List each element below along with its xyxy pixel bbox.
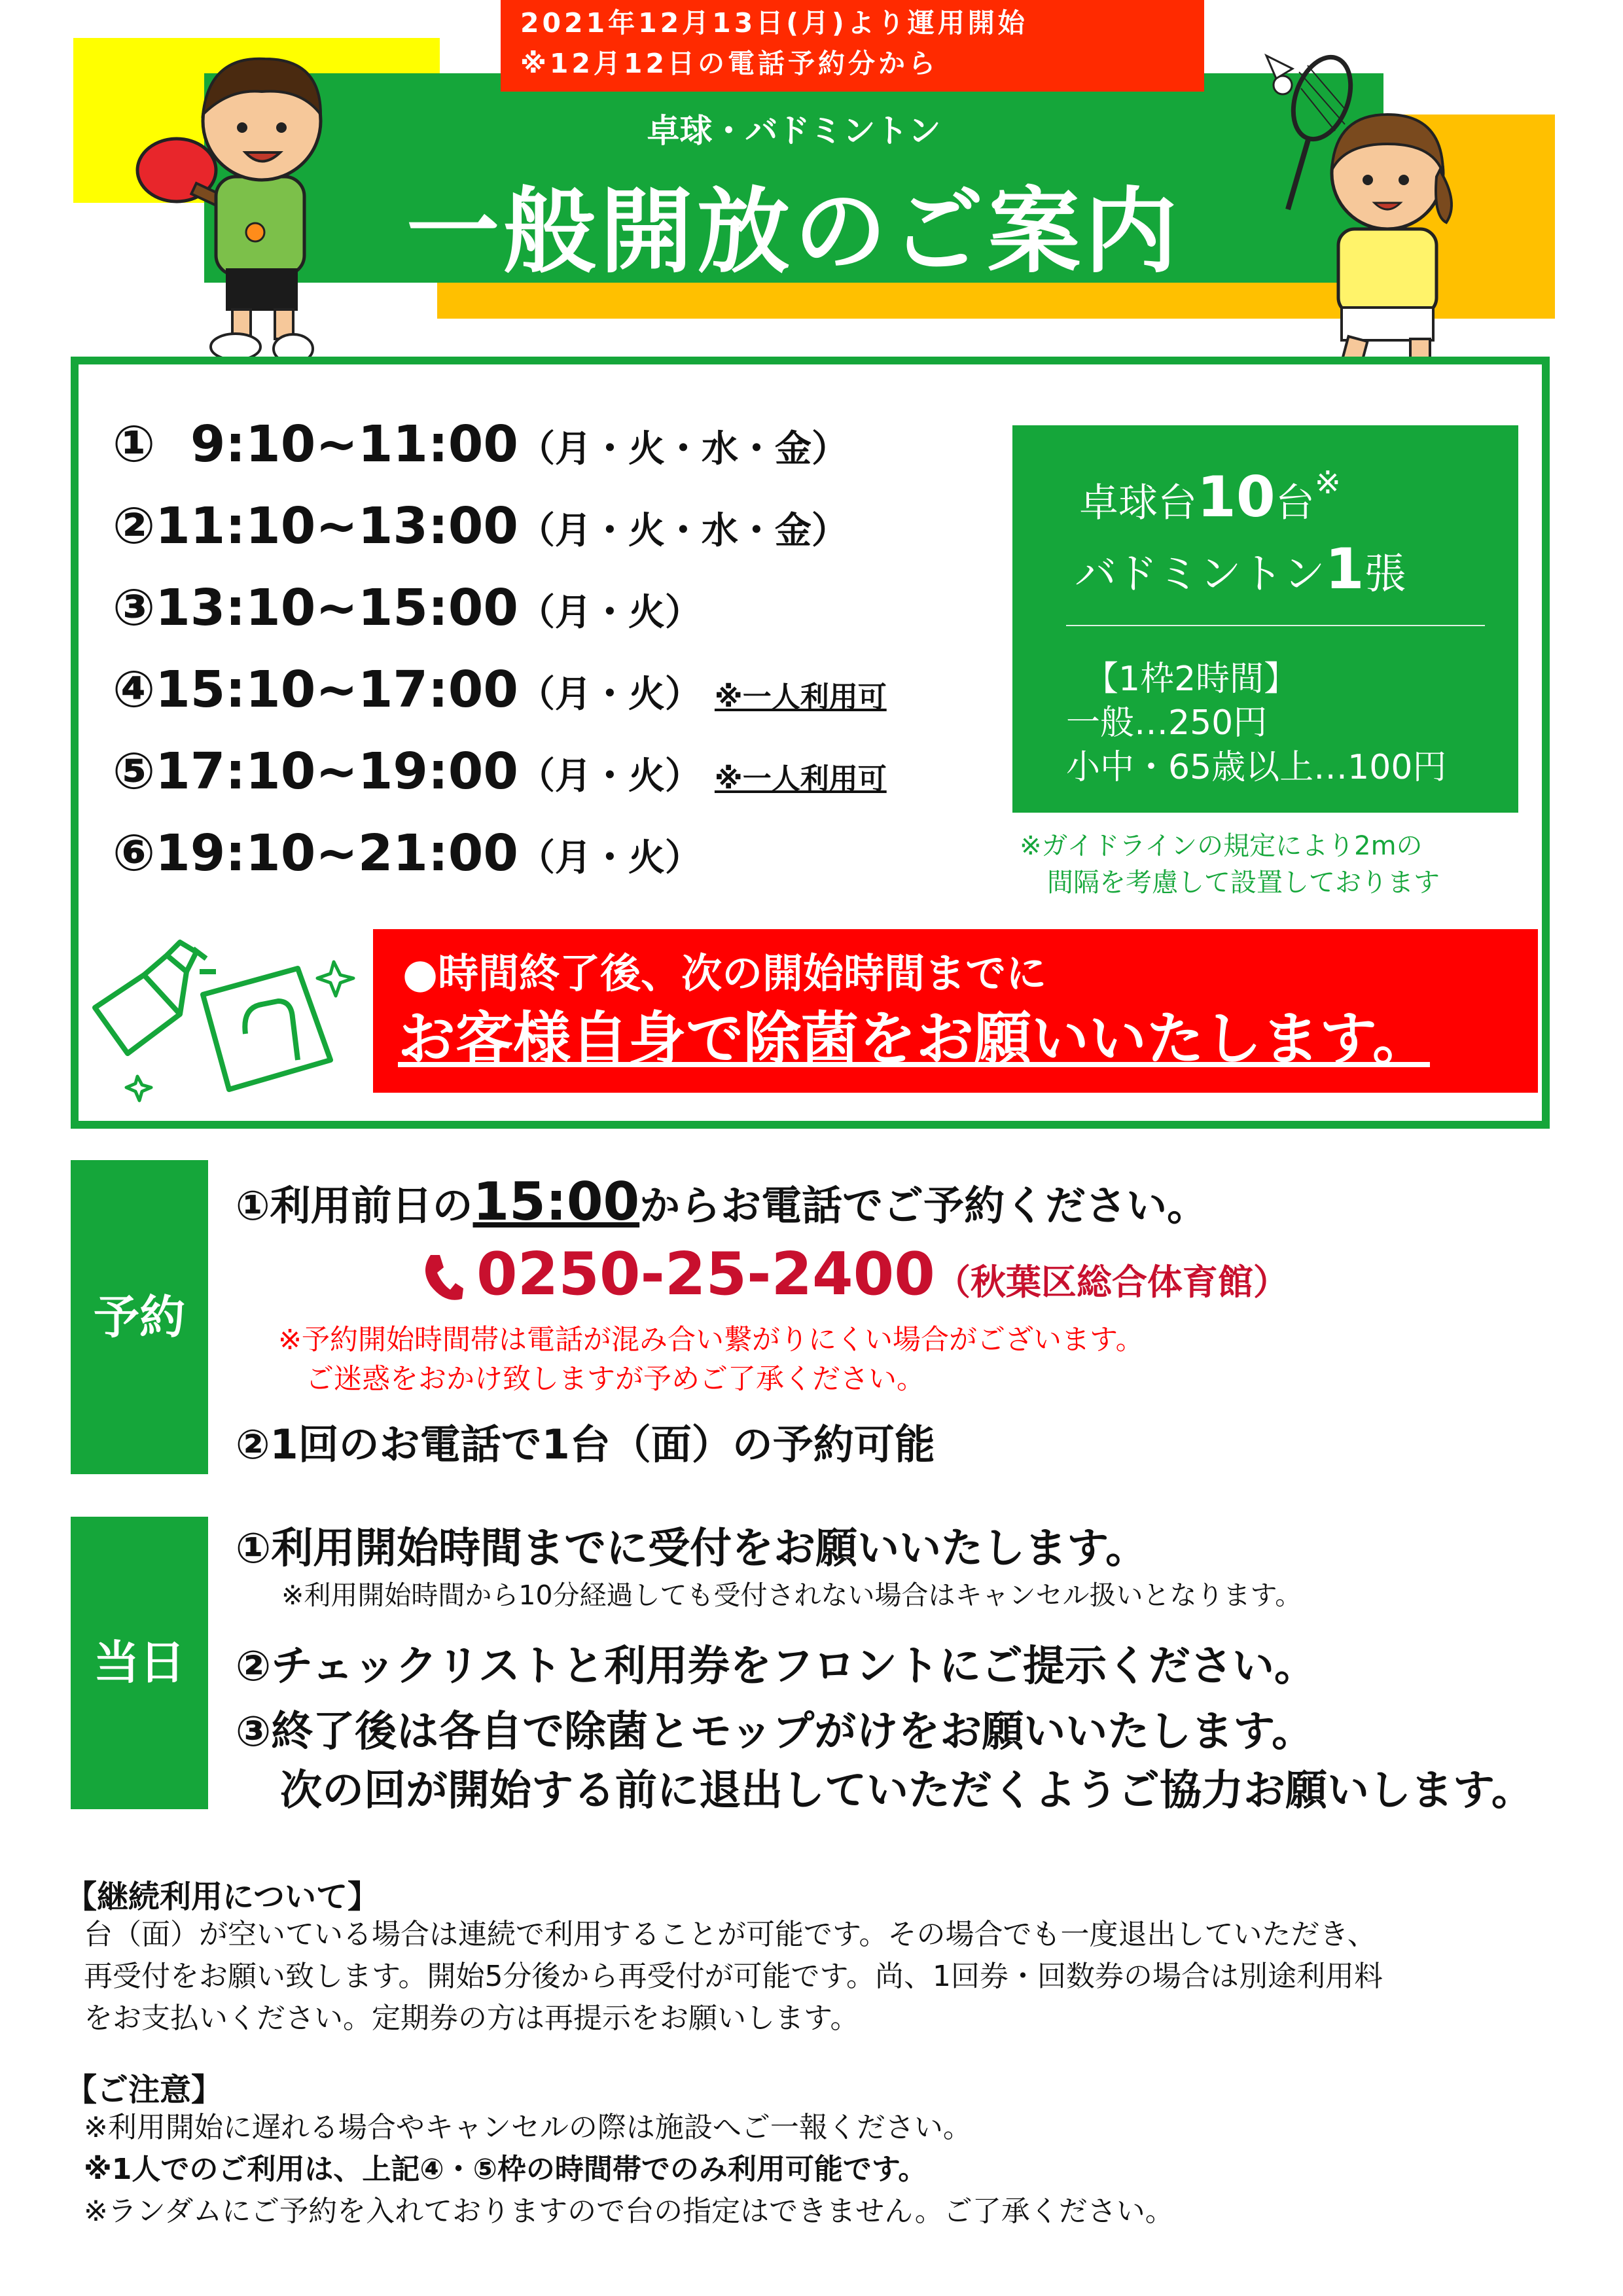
frame-label: 【1枠2時間】 <box>1084 660 1298 699</box>
sameday-item-3-cont: 次の回が開始する前に退出していただくようご協力お願いします。 <box>280 1767 1533 1815</box>
reservation-item-1: ①利用前日の15:00からお電話でご予約ください。 <box>236 1171 1208 1232</box>
caution-text: ※利用開始に遅れる場合やキャンセルの際は施設へご一報ください。 ※1人でのご利用は、上記④・⑤枠の時間帯でのみ利用可能です。 ※ランダムにご予約を入れておりますので台の指定はできません。ご了承ください。 <box>84 2111 1174 2228</box>
slot-time: 15:10~17:00 <box>155 661 518 719</box>
divider <box>1066 625 1485 626</box>
slot-days: （月・火・水・金） <box>518 510 848 552</box>
slot-days: （月・火） <box>518 837 702 879</box>
time-slot <box>113 824 715 883</box>
facility-info-box <box>1012 425 1518 813</box>
sanitize-notice <box>373 929 1538 1093</box>
slot-note: ※一人利用可 <box>714 762 887 796</box>
phone-icon <box>419 1252 465 1304</box>
caution-heading: 【ご注意】 <box>65 2072 223 2108</box>
start-date-line: 2021年12月13日(月)より運用開始 <box>520 7 1028 39</box>
time-slot <box>113 661 887 719</box>
slot-time: 13:10~15:00 <box>155 579 518 637</box>
table-tennis-player-illustration <box>118 36 353 363</box>
table-count: 卓球台10台※ <box>1079 465 1341 530</box>
time-slot <box>113 497 861 556</box>
time-slot <box>113 743 887 801</box>
reservation-note: ※予約開始時間帯は電話が混み合い繋がりにくい場合がございます。 ご迷惑をおかけ致しますが予めご了承ください。 <box>278 1324 1144 1396</box>
continued-use-heading: 【継続利用について】 <box>65 1879 380 1915</box>
slot-days: （月・火） <box>518 592 702 634</box>
slot-number: ⑥ <box>113 824 156 883</box>
sameday-item-1: ①利用開始時間までに受付をお願いいたします。 <box>236 1525 1148 1573</box>
slot-time: 17:10~19:00 <box>155 743 518 801</box>
slot-time: 9:10~11:00 <box>155 415 518 474</box>
slot-number: ③ <box>113 579 156 637</box>
slot-days: （月・火・水・金） <box>518 428 848 470</box>
sanitize-line1: ●時間終了後、次の開始時間までに <box>402 949 1047 997</box>
start-date-note: ※12月12日の電話予約分から <box>520 48 938 79</box>
sameday-tab: 当日 <box>71 1517 208 1809</box>
price-reduced: 小中・65歳以上…100円 <box>1066 748 1447 787</box>
reservation-tab: 予約 <box>71 1160 208 1474</box>
court-count: バドミントン1張 <box>1075 537 1406 602</box>
guideline-note: ※ガイドラインの規定により2mの 間隔を考慮して設置しております <box>1020 831 1440 898</box>
slot-note: ※一人利用可 <box>714 680 887 714</box>
page-subtitle: 卓球・バドミントン <box>647 112 941 150</box>
reservation-item-2: ②1回のお電話で1台（面）の予約可能 <box>236 1421 935 1468</box>
slot-time: 11:10~13:00 <box>155 497 518 556</box>
slot-number: ④ <box>113 661 156 719</box>
sanitize-line2: お客様自身で除菌をお願いいたします。 <box>398 1005 1430 1072</box>
phone-number[interactable]: 0250-25-2400（秋葉区総合体育館） <box>419 1240 1289 1309</box>
sanitize-icon <box>82 936 370 1106</box>
price-general: 一般…250円 <box>1066 703 1268 743</box>
sameday-item-3: ③終了後は各自で除菌とモップがけをお願いいたします。 <box>236 1708 1314 1756</box>
continued-use-text: 台（面）が空いている場合は連続で利用することが可能です。その場合でも一度退出していただき、 再受付をお願い致します。開始5分後から再受付が可能です。尚、1回券・回数券の場合は別途利用料 をお支払いください。定期券の方は再提示をお願いします。 <box>84 1918 1383 2035</box>
slot-number: ⑤ <box>113 743 156 801</box>
start-date-banner <box>501 0 1204 92</box>
slot-number: ① <box>113 415 156 474</box>
time-slot <box>113 579 715 637</box>
slot-days: （月・火） <box>518 673 702 716</box>
time-slot <box>113 415 861 474</box>
slot-days: （月・火） <box>518 755 702 798</box>
sameday-note: ※利用開始時間から10分経過しても受付されない場合はキャンセル扱いとなります。 <box>281 1580 1302 1611</box>
sameday-item-2: ②チェックリストと利用券をフロントにご提示ください。 <box>236 1642 1316 1691</box>
page-title: 一般開放のご案内 <box>406 178 1181 286</box>
slot-number: ② <box>113 497 156 556</box>
slot-time: 19:10~21:00 <box>155 824 518 883</box>
